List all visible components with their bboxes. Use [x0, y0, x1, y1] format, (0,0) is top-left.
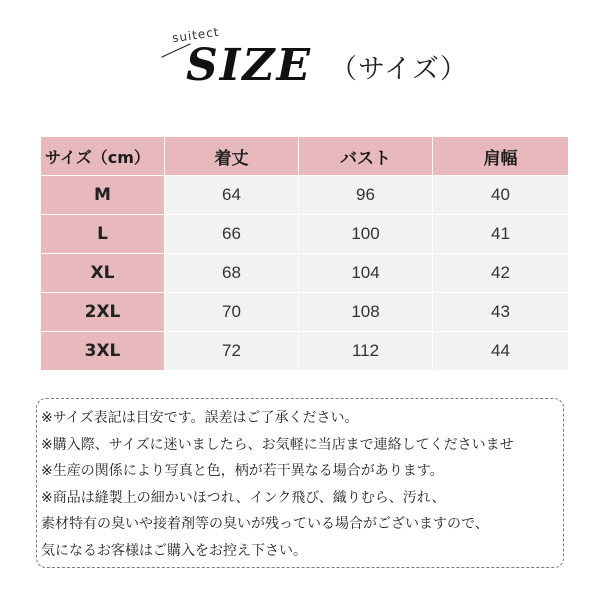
header-bust: バスト: [299, 137, 433, 176]
note-line: 気になるお客様はご購入をお控え下さい。: [41, 542, 307, 559]
note-line: ※購入際、サイズに迷いましたら、お気軽に当店まで連絡してくださいませ: [41, 436, 514, 453]
note-line: ※生産の関係により写真と色，柄が若干異なる場合があります。: [41, 463, 444, 479]
table-row: [41, 332, 569, 371]
size-heading: SIZE: [186, 40, 313, 91]
table-row: [41, 176, 569, 215]
row-size-label: M: [41, 176, 165, 215]
cell-bust: 100: [299, 215, 433, 254]
note-line: 素材特有の臭いや接着剤等の臭いが残っている場合がございますので、: [41, 516, 489, 532]
table-header-row: [41, 137, 569, 176]
cell-length: 70: [165, 293, 299, 332]
cell-bust: 108: [299, 293, 433, 332]
cell-length: 68: [165, 254, 299, 293]
row-size-label: 3XL: [41, 332, 165, 371]
note-line: ※商品は縫製上の細かいほつれ、インク飛び、織りむら、汚れ、: [41, 489, 446, 506]
cell-shoulder: 43: [433, 293, 569, 332]
row-size-label: XL: [41, 254, 165, 293]
size-subheading: （サイズ）: [330, 54, 468, 85]
table-row: [41, 293, 569, 332]
cell-bust: 104: [299, 254, 433, 293]
table-row: [41, 254, 569, 293]
notes-box: [36, 398, 564, 568]
cell-shoulder: 42: [433, 254, 569, 293]
cell-shoulder: 44: [433, 332, 569, 371]
header-length: 着丈: [165, 137, 299, 176]
cell-shoulder: 40: [433, 176, 569, 215]
note-line: ※サイズ表記は目安です。誤差はご了承ください。: [41, 410, 359, 426]
size-chart-table: [40, 136, 569, 371]
cell-length: 64: [165, 176, 299, 215]
brand-name: suitect: [171, 24, 221, 46]
cell-bust: 112: [299, 332, 433, 371]
row-size-label: 2XL: [41, 293, 165, 332]
cell-length: 66: [165, 215, 299, 254]
table-row: [41, 215, 569, 254]
cell-shoulder: 41: [433, 215, 569, 254]
row-size-label: L: [41, 215, 165, 254]
cell-length: 72: [165, 332, 299, 371]
size-title-banner: [0, 0, 600, 110]
header-size: サイズ（cm）: [41, 137, 165, 176]
header-shoulder: 肩幅: [433, 137, 569, 176]
cell-bust: 96: [299, 176, 433, 215]
